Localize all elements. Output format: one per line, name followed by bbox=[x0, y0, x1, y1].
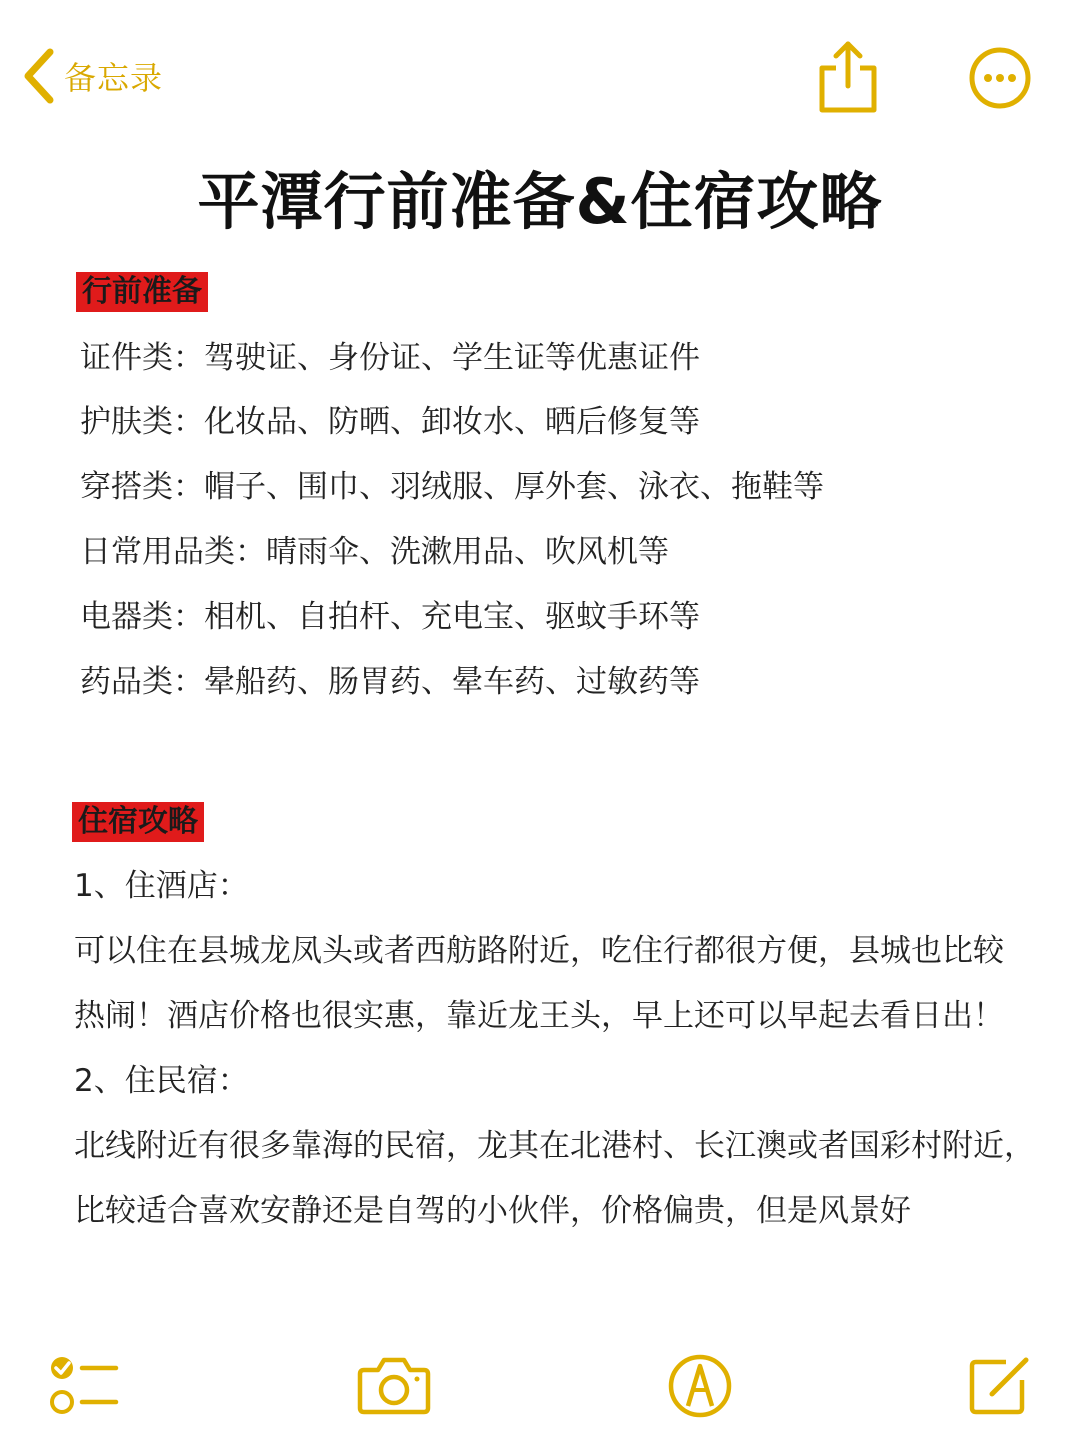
chevron-left-icon bbox=[22, 48, 56, 104]
stay-line: 比较适合喜欢安静还是自驾的小伙伴，价格偏贵，但是风景好 bbox=[74, 1193, 911, 1229]
back-label: 备忘录 bbox=[64, 59, 164, 97]
prep-line: 药品类：晕船药、肠胃药、晕车药、过敏药等 bbox=[80, 664, 700, 700]
share-icon[interactable] bbox=[816, 38, 880, 114]
stay-line: 2、住民宿： bbox=[74, 1063, 249, 1099]
compose-icon[interactable] bbox=[966, 1352, 1034, 1418]
prep-line: 日常用品类：晴雨伞、洗漱用品、吹风机等 bbox=[80, 534, 669, 570]
stay-line: 1、住酒店： bbox=[74, 868, 249, 904]
note-title: 平潭行前准备&住宿攻略 bbox=[197, 165, 883, 238]
back-button[interactable] bbox=[22, 48, 163, 104]
stay-line: 热闹！酒店价格也很实惠，靠近龙王头，早上还可以早起去看日出！ bbox=[74, 998, 1004, 1034]
stay-line: 可以住在县城龙凤头或者西舫路附近，吃住行都很方便，县城也比较 bbox=[74, 933, 1004, 969]
checklist-icon[interactable] bbox=[46, 1352, 122, 1418]
stay-line: 北线附近有很多靠海的民宿，龙其在北港村、长江澳或者国彩村附近， bbox=[74, 1128, 1035, 1164]
prep-line: 证件类：驾驶证、身份证、学生证等优惠证件 bbox=[80, 340, 700, 376]
camera-icon[interactable] bbox=[356, 1354, 432, 1416]
section-header-stay: 住宿攻略 bbox=[72, 802, 204, 842]
prep-line: 电器类：相机、自拍杆、充电宝、驱蚊手环等 bbox=[80, 599, 700, 635]
more-icon[interactable] bbox=[968, 46, 1032, 110]
prep-line: 穿搭类：帽子、围巾、羽绒服、厚外套、泳衣、拖鞋等 bbox=[80, 469, 824, 505]
section-header-prep: 行前准备 bbox=[76, 272, 208, 312]
prep-line: 护肤类：化妆品、防晒、卸妆水、晒后修复等 bbox=[80, 404, 700, 440]
markup-icon[interactable] bbox=[666, 1352, 734, 1420]
